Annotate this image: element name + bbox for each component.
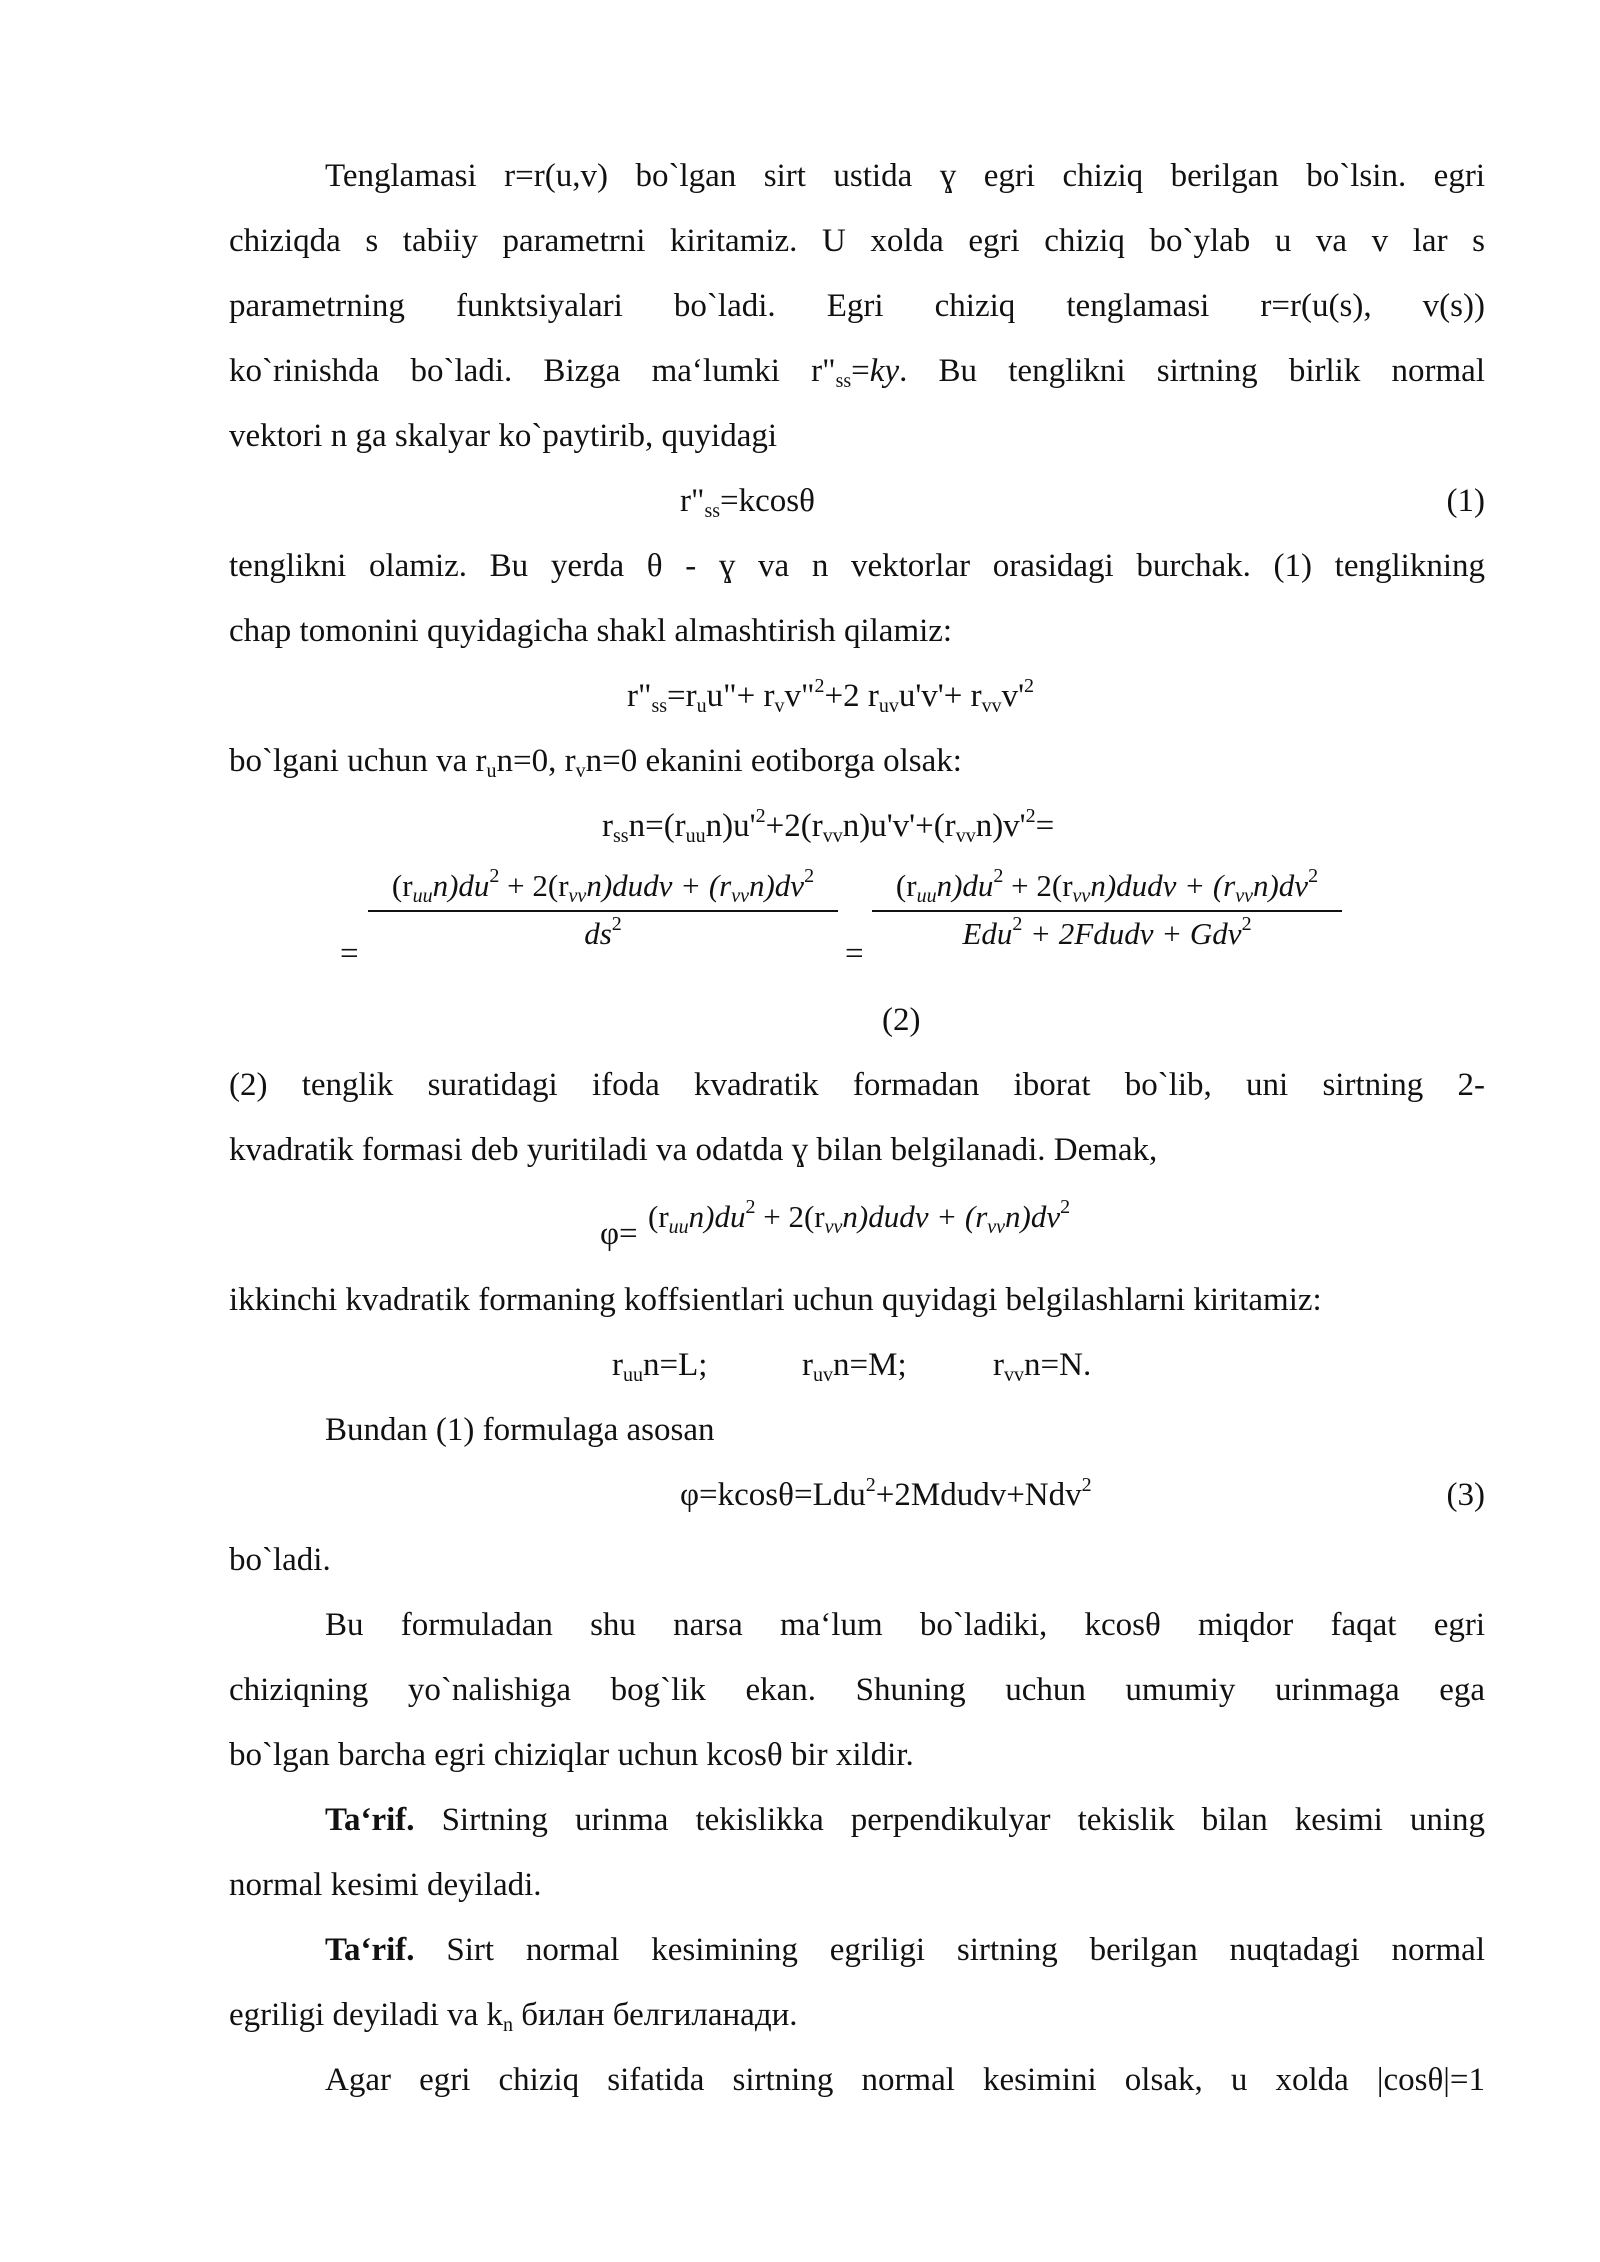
equation-3: φ=kcosθ=Ldu$^2$+2Mdudv+Ndv$^2$ — [680, 1474, 1092, 1513]
definition-2-label: Ta‘rif. — [325, 1932, 415, 1968]
coefficient-N: $r_{vv}n=N$. — [993, 1347, 1092, 1386]
fraction-1-numerator: $(r_{uu}n)du^2$ + $2(r_{vv}n)dudv + (r_{vv}n)dv^2$ — [368, 866, 838, 912]
paragraph-4-line-2: kvadratik formasi deb yuritiladi va odatda ɣ bilan belgilanadi. Demak, — [229, 1132, 1158, 1168]
definition-1-line-2: normal kesimi deyiladi. — [229, 1867, 542, 1903]
paragraph-7: bo`ladi. — [229, 1542, 331, 1578]
paragraph-1-line-5: vektori n ga skalyar ko`paytirib, quyidagi — [229, 418, 778, 454]
definition-2-line-1: Ta‘rif. Sirt normal kesimining egriligi sirtning berilgan nuqtadagi normal — [325, 1932, 1485, 1968]
paragraph-1-line-4: ko`rinishda bo`ladi. Bizga ma‘lumki $r"_{ss}=ky$. Bu tenglikni sirtning birlik normal — [229, 353, 1485, 392]
fraction-2 — [872, 866, 1342, 954]
paragraph-8-line-3: bo`lgan barcha egri chiziqlar uchun kcosθ bir xildir. — [229, 1737, 914, 1773]
equation-1-number: (1) — [1446, 483, 1485, 519]
coefficient-L: $r_{uu}n=L$; — [612, 1347, 708, 1386]
paragraph-8-line-2: chiziqning yo`nalishiga bog`lik ekan. Shuning uchun umumiy urinmaga ega — [229, 1672, 1485, 1708]
paragraph-5: ikkinchi kvadratik formaning koffsientlari uchun quyidagi belgilashlarni kiritamiz: — [229, 1282, 1322, 1318]
fraction-2-denominator: Edu$^2$ + 2Fdudv + Gdv$^2$ — [962, 913, 1252, 951]
definition-1-line-1: Ta‘rif. Sirtning urinma tekislikka perpendikulyar tekislik bilan kesimi uning — [325, 1802, 1485, 1838]
equation-3-number: (3) — [1446, 1477, 1485, 1513]
paragraph-2-line-2: chap tomonini quyidagicha shakl almashtirish qilamiz: — [229, 613, 953, 649]
fraction-1 — [368, 866, 838, 954]
paragraph-6: Bundan (1) formulaga asosan — [325, 1412, 715, 1448]
paragraph-8-line-1: Bu formuladan shu narsa ma‘lum bo`ladiki, kcosθ miqdor faqat egri — [325, 1607, 1485, 1643]
fraction-1-equals: = — [340, 936, 359, 972]
paragraph-1-line-3: parametrning funktsiyalari bo`ladi. Egri chiziq tenglamasi r=r(u(s), v(s)) — [229, 288, 1485, 324]
paragraph-9: Agar egri chiziq sifatida sirtning normal kesimini olsak, u xolda |cosθ|=1 — [325, 2062, 1485, 2098]
paragraph-4-line-1: (2) tenglik suratidagi ifoda kvadratik formadan iborat bo`lib, uni sirtning 2- — [229, 1067, 1485, 1103]
equation-2-number: (2) — [882, 1002, 921, 1038]
equation-normal-product: $r_{ss}n=(r_{uu}n)u'^2+2(r_{vv}n)u'v'+(r_{vv}n)v'^2=$ — [602, 805, 1055, 847]
definition-2-line-2: egriligi deyiladi va $k_n$ билан белгиланади. — [229, 1997, 798, 2036]
paragraph-3: bo`lgani uchun va $r_un=0$, $r_vn=0$ ekanini eotiborga olsak: — [229, 743, 962, 782]
fraction-1-denominator: $ds^2$ — [584, 913, 622, 951]
definition-1-label: Ta‘rif. — [325, 1802, 415, 1838]
fraction-2-numerator: $(r_{uu}n)du^2$ + $2(r_{vv}n)dudv + (r_{vv}n)dv^2$ — [872, 866, 1342, 912]
fraction-2-equals: = — [845, 936, 864, 972]
equation-second-derivative: $r"_{ss}=r_uu"+$ $r_vv"^2+2$ $r_{uv}u'v'+ r_{vv}v'^2$ — [627, 675, 1035, 717]
phi-equation-expression: $(r_{uu}n)du^2$ + $2(r_{vv}n)dudv + (r_{vv}n)dv^2$ — [648, 1196, 1071, 1238]
coefficient-M: $r_{uv}n=M$; — [802, 1347, 907, 1386]
phi-symbol: φ= — [600, 1216, 638, 1252]
equation-1: $r"_{ss}=kcos\theta$ — [680, 483, 815, 522]
paragraph-1-line-1: Tenglamasi r=r(u,v) bo`lgan sirt ustida ɣ egri chiziq berilgan bo`lsin. egri — [325, 158, 1485, 194]
paragraph-2-line-1: tenglikni olamiz. Bu yerda θ - ɣ va n vektorlar orasidagi burchak. (1) tenglikning — [229, 548, 1485, 584]
paragraph-1-line-2: chiziqda s tabiiy parametrni kiritamiz. U xolda egri chiziq bo`ylab u va v lar s — [229, 223, 1485, 259]
